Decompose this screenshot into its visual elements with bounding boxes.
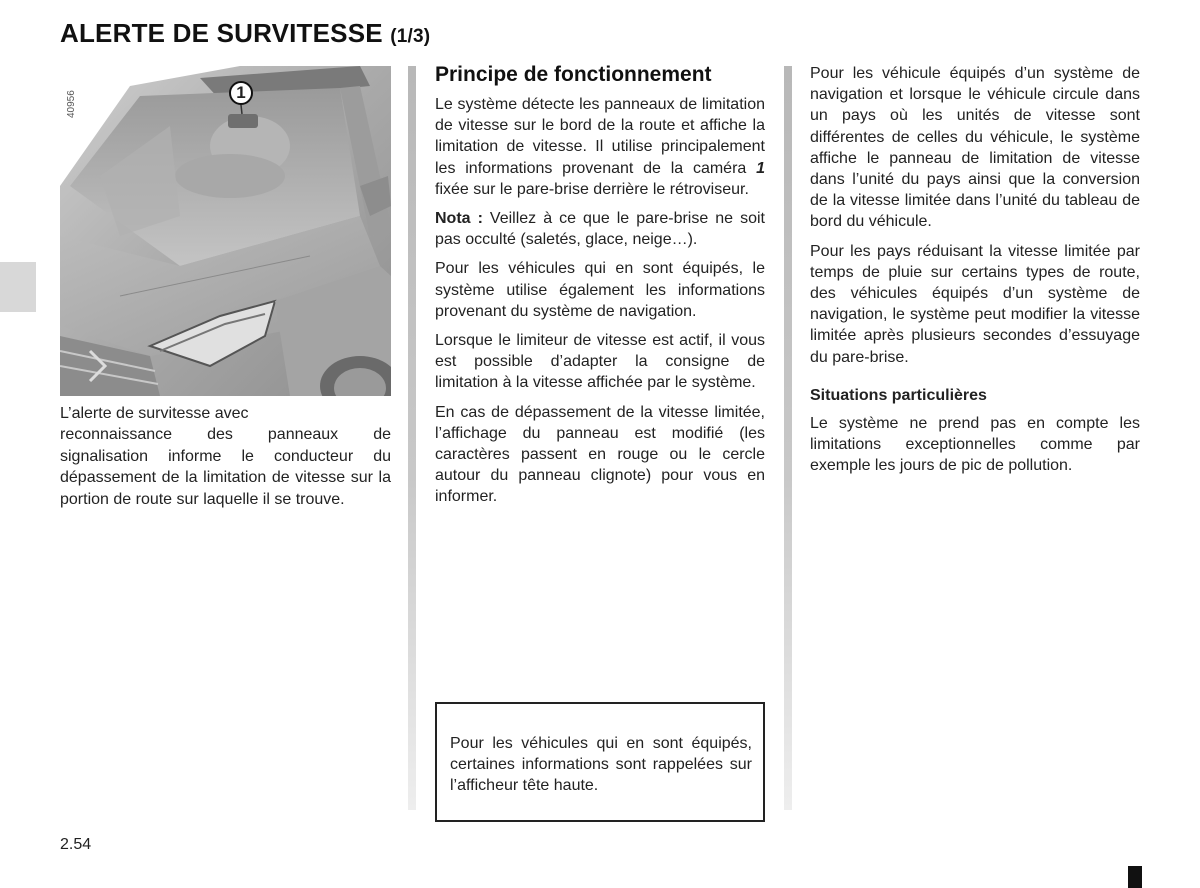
paragraph-rain: Pour les pays réduisant la vitesse limitée par temps de pluie sur certains types de route, des véhicules équipés d’un système de navigation, le système peut modifier la vitesse limitée après plusieurs secondes d’essuyage du pare-brise. <box>810 242 1140 366</box>
caption-line-2: reconnaissance des panneaux de signalisation informe le conducteur du dépassement de la limitation de vitesse sur la portion de route sur laquelle il se trouve. <box>60 426 391 508</box>
paragraph-principle-b: fixée sur le pare-brise derrière le rétroviseur. <box>435 180 749 198</box>
title-main: ALERTE DE SURVITESSE <box>60 18 383 48</box>
paragraph-principle <box>435 94 765 200</box>
caption-line-1: L’alerte de survitesse avec <box>60 405 249 422</box>
paragraph-special: Le système ne prend pas en compte les limitations exceptionnelles comme par exemple les jours de pic de pollution. <box>810 415 1140 475</box>
nota-label: Nota : <box>435 210 483 228</box>
camera-reference: 1 <box>756 159 765 177</box>
paragraph-units: Pour les véhicule équipés d’un système de navigation et lorsque le véhicule circule dans un pays où les unités de vitesse sont différentes de celles du véhicule, le système affiche le panneau de limitation de vitesse dans l’unité du pays ainsi que la conversion de la vitesse limitée dans l’unité du tableau de bord du véhicule. <box>810 65 1140 231</box>
nota-text: Veillez à ce que le pare-brise ne soit pas occulté (saletés, glace, neige…). <box>435 210 766 249</box>
page-number: 2.54 <box>60 836 92 853</box>
note-box <box>435 702 765 822</box>
figure-reference: 40956 <box>66 90 77 118</box>
corner-marker <box>1128 866 1142 888</box>
paragraph-nota <box>435 208 765 250</box>
chapter-tab <box>0 262 36 312</box>
title-suffix: (1/3) <box>390 26 431 47</box>
note-box-text: Pour les véhicules qui en sont équipés, certaines informations sont rappelées sur l’afficheur tête haute. <box>450 735 752 795</box>
column-divider-left <box>408 66 416 810</box>
page-title <box>60 18 430 49</box>
column-divider-right <box>784 66 792 810</box>
subsection-heading: Situations particulières <box>810 386 987 404</box>
car-illustration <box>60 66 391 396</box>
middle-column <box>435 62 765 516</box>
paragraph-limiter: Lorsque le limiteur de vitesse est actif, il vous est possible d’adapter la consigne de limitation à la vitesse affichée par le système. <box>435 332 765 392</box>
paragraph-exceeding: En cas de dépassement de la vitesse limitée, l’affichage du panneau est modifié (les caractères passent en rouge ou le cercle autour du panneau clignote) pour vous en informer. <box>435 403 765 506</box>
right-column <box>810 63 1140 485</box>
car-drawing <box>60 66 391 396</box>
section-heading: Principe de fonctionnement <box>435 63 712 86</box>
figure-caption <box>60 403 391 510</box>
callout-marker: 1 <box>229 81 253 105</box>
paragraph-navigation: Pour les véhicules qui en sont équipés, le système utilise également les informations provenant du système de navigation. <box>435 260 765 320</box>
paragraph-principle-a: Le système détecte les panneaux de limitation de vitesse sur le bord de la route et affiche la limitation de vitesse. Il utilise principalement les informations provenant de la caméra <box>435 96 765 177</box>
